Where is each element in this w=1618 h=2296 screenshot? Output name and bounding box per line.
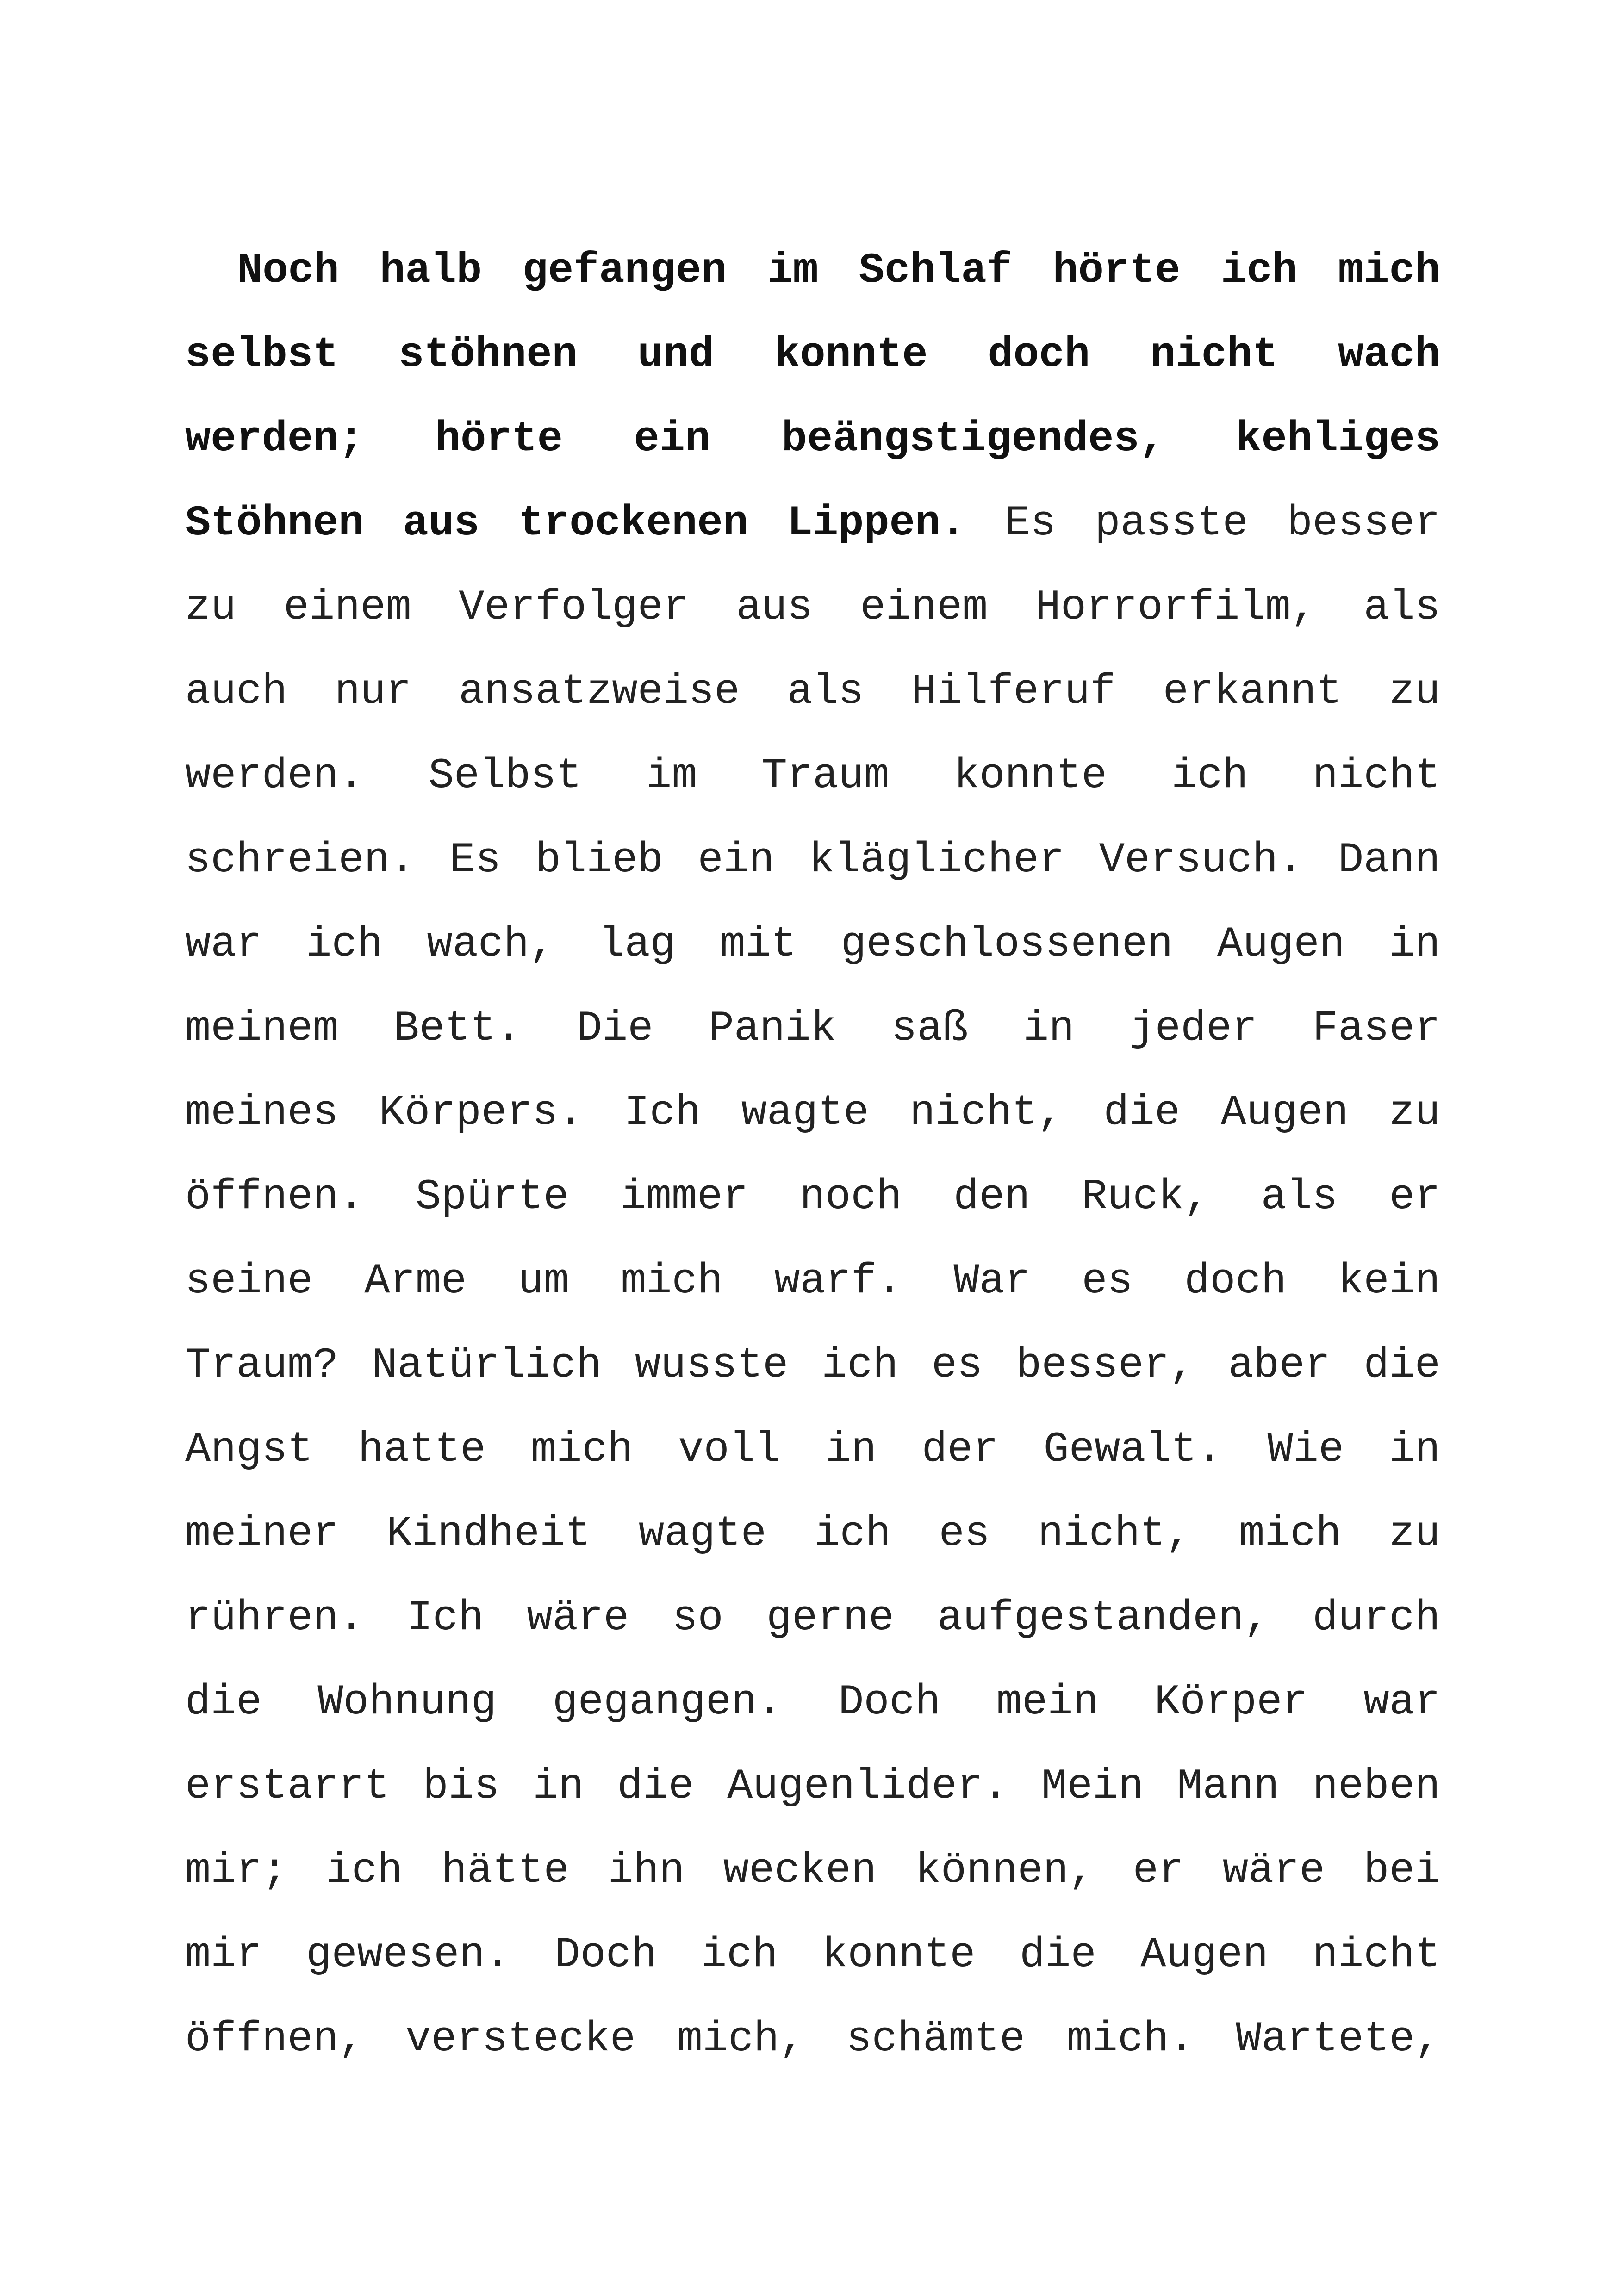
text-word: wusste (635, 1341, 789, 1390)
text-word: blieb (535, 836, 663, 884)
text-word: war (1363, 1678, 1440, 1726)
text-word: aus (736, 583, 813, 632)
text-word: schreien. (185, 836, 415, 884)
text-word: er (1133, 1846, 1184, 1895)
text-word: Stöhnen (185, 499, 364, 547)
text-word: halb (380, 246, 482, 295)
text-word: beängstigendes, (781, 415, 1165, 463)
text-word: Ich (407, 1594, 484, 1642)
text-word: stöhnen (398, 330, 578, 379)
text-word: rühren. (185, 1594, 364, 1642)
text-word: konnte (774, 330, 928, 379)
text-line (185, 1913, 1440, 1997)
text-word: Die (576, 1004, 653, 1053)
text-line (185, 1323, 1440, 1408)
text-word: die (617, 1762, 694, 1811)
text-word: nicht, (1038, 1509, 1191, 1558)
text-word: es (939, 1509, 990, 1558)
text-word: voll (678, 1425, 781, 1474)
text-word: wäre (527, 1594, 629, 1642)
text-word: Arme (364, 1257, 467, 1305)
text-word: er (1389, 1173, 1440, 1221)
text-word: werden. (185, 751, 364, 800)
text-line (185, 1576, 1440, 1660)
text-word: Ich (624, 1088, 701, 1137)
text-word: nur (335, 667, 411, 716)
text-word: gegangen. (552, 1678, 783, 1726)
text-word: öffnen, (185, 2015, 364, 2063)
text-word: besser, (1016, 1341, 1195, 1390)
text-word: wach (1338, 330, 1440, 379)
text-word: meines (185, 1088, 339, 1137)
text-word: Selbst (428, 751, 582, 800)
text-word: doch (988, 330, 1090, 379)
text-word: nicht, (909, 1088, 1063, 1137)
text-word: ihn (608, 1846, 685, 1895)
text-word: bis (423, 1762, 500, 1811)
text-word: war (185, 920, 262, 968)
text-word: kläglicher (809, 836, 1064, 884)
text-word: Traum? (185, 1341, 339, 1390)
text-word: Natürlich (372, 1341, 602, 1390)
text-word: Bett. (393, 1004, 522, 1053)
text-word: öffnen. (185, 1173, 364, 1221)
text-word: Schlaf (859, 246, 1012, 295)
text-word: als (787, 667, 864, 716)
text-word: mich. (1066, 2015, 1195, 2063)
text-word: die (1020, 1930, 1096, 1979)
text-word: es (931, 1341, 983, 1390)
text-word: auch (185, 667, 287, 716)
text-word: ich (1221, 246, 1298, 295)
text-line (185, 313, 1440, 397)
text-word: trockenen (518, 499, 748, 547)
text-word: mich, (677, 2015, 805, 2063)
text-word: doch (1184, 1257, 1287, 1305)
text-word: lag (599, 920, 676, 968)
text-word: mich (1338, 246, 1440, 295)
text-word: Mann (1177, 1762, 1279, 1811)
text-word: jeder (1129, 1004, 1257, 1053)
text-line (185, 1997, 1440, 2081)
text-word: wagte (741, 1088, 869, 1137)
text-word: bei (1363, 1846, 1440, 1895)
text-word: in (1023, 1004, 1075, 1053)
text-word: Faser (1312, 1004, 1440, 1053)
text-word: mir (185, 1930, 262, 1979)
text-word: den (953, 1173, 1030, 1221)
text-word: kehliges (1236, 415, 1440, 463)
body-text (185, 229, 1440, 2081)
text-word: wecken (723, 1846, 877, 1895)
text-line (185, 481, 1440, 565)
text-word: War (953, 1257, 1031, 1305)
text-word: können, (915, 1846, 1095, 1895)
text-word: durch (1312, 1594, 1440, 1642)
text-word: Ruck, (1082, 1173, 1210, 1221)
text-word: passte (1095, 499, 1248, 547)
text-word: Wartete, (1236, 2015, 1440, 2063)
text-word: Panik (708, 1004, 836, 1053)
text-word: und (637, 330, 715, 379)
text-word: besser (1287, 499, 1440, 547)
text-line (185, 1071, 1440, 1155)
text-word: in (1389, 920, 1440, 968)
text-word: ich (821, 1341, 898, 1390)
text-word: Noch (237, 246, 339, 295)
text-word: Körper (1154, 1678, 1308, 1726)
text-word: immer (620, 1173, 748, 1221)
text-word: Mein (1041, 1762, 1144, 1811)
text-word: Spürte (415, 1173, 569, 1221)
text-word: zu (1389, 667, 1440, 716)
text-word: konnte (822, 1930, 976, 1979)
text-word: Hilferuf (911, 667, 1116, 716)
text-word: in (1389, 1425, 1440, 1474)
text-line (185, 397, 1440, 481)
text-word: die (1363, 1341, 1440, 1390)
text-word: Kindheit (386, 1509, 591, 1558)
text-word: gewesen. (306, 1930, 510, 1979)
text-word: Doch (554, 1930, 657, 1979)
text-line (185, 734, 1440, 818)
text-word: hätte (441, 1846, 569, 1895)
text-line (185, 650, 1440, 734)
text-line (185, 1408, 1440, 1492)
text-word: hörte (1052, 246, 1181, 295)
text-word: im (646, 751, 697, 800)
text-line (185, 1660, 1440, 1744)
text-word: schämte (846, 2015, 1025, 2063)
text-word: gefangen (522, 246, 727, 295)
text-word: aufgestanden, (937, 1594, 1270, 1642)
text-line (185, 1492, 1440, 1576)
text-word: nicht (1312, 751, 1440, 800)
text-word: so (672, 1594, 723, 1642)
text-word: im (767, 246, 819, 295)
text-word: Dann (1338, 836, 1440, 884)
text-word: ansatzweise (459, 667, 740, 716)
text-line (185, 818, 1440, 902)
text-word: Augen (1140, 1930, 1269, 1979)
text-word: ein (634, 415, 711, 463)
text-line (185, 1239, 1440, 1323)
text-word: ein (697, 836, 775, 884)
text-word: als (1261, 1173, 1338, 1221)
text-word: einem (283, 583, 411, 632)
text-word: die (1103, 1088, 1181, 1137)
text-word: die (185, 1678, 262, 1726)
text-word: neben (1312, 1762, 1440, 1811)
text-word: gerne (766, 1594, 894, 1642)
text-line (185, 229, 1440, 313)
text-word: Es (1005, 499, 1056, 547)
text-word: ich (1171, 751, 1248, 800)
text-word: Gewalt. (1043, 1425, 1223, 1474)
text-word: nicht (1150, 330, 1278, 379)
text-word: ich (701, 1930, 778, 1979)
text-word: Wie (1267, 1425, 1344, 1474)
text-word: saß (891, 1004, 968, 1053)
text-word: Horrorfilm, (1035, 583, 1316, 632)
text-line (185, 1829, 1440, 1913)
text-word: Es (449, 836, 501, 884)
text-word: selbst (185, 330, 339, 379)
text-word: mir; (185, 1846, 287, 1895)
text-word: noch (799, 1173, 902, 1221)
text-word: Angst (185, 1425, 313, 1474)
text-word: aus (403, 499, 480, 547)
text-word: mit (720, 920, 797, 968)
text-line (185, 987, 1440, 1071)
text-word: wäre (1222, 1846, 1325, 1895)
text-word: werden; (185, 415, 364, 463)
text-word: wach, (427, 920, 555, 968)
text-word: ich (814, 1509, 891, 1558)
text-word: in (533, 1762, 584, 1811)
text-word: mich (1239, 1509, 1342, 1558)
text-word: es (1082, 1257, 1133, 1305)
text-word: hatte (358, 1425, 486, 1474)
text-line (185, 565, 1440, 650)
text-word: nicht (1312, 1930, 1440, 1979)
text-word: verstecke (405, 2015, 636, 2063)
text-word: Augen (1220, 1088, 1349, 1137)
text-word: Wohnung (317, 1678, 497, 1726)
text-word: Versuch. (1099, 836, 1304, 884)
text-word: wagte (638, 1509, 766, 1558)
text-word: zu (1389, 1509, 1440, 1558)
text-word: Verfolger (459, 583, 689, 632)
text-word: seine (185, 1257, 313, 1305)
text-word: in (825, 1425, 877, 1474)
text-word: geschlossenen (840, 920, 1173, 968)
text-word: erkannt (1163, 667, 1342, 716)
text-word: zu (185, 583, 236, 632)
text-word: Augenlider. (727, 1762, 1008, 1811)
text-word: mich (531, 1425, 633, 1474)
text-word: ich (326, 1846, 403, 1895)
text-word: hörte (435, 415, 563, 463)
text-word: konnte (953, 751, 1108, 800)
text-word: meinem (185, 1004, 339, 1053)
text-word: Doch (838, 1678, 941, 1726)
text-word: Augen (1217, 920, 1345, 968)
text-word: zu (1389, 1088, 1440, 1137)
text-word: mich (621, 1257, 723, 1305)
text-word: Traum (761, 751, 890, 800)
text-line (185, 902, 1440, 987)
text-word: erstarrt (185, 1762, 390, 1811)
text-word: warf. (774, 1257, 902, 1305)
text-word: Lippen. (787, 499, 966, 547)
text-word: einem (860, 583, 988, 632)
text-word: ich (306, 920, 383, 968)
text-word: Körpers. (379, 1088, 584, 1137)
text-word: der (921, 1425, 999, 1474)
text-word: um (518, 1257, 569, 1305)
text-word: als (1363, 583, 1440, 632)
text-line (185, 1155, 1440, 1239)
text-line (185, 1744, 1440, 1829)
text-word: kein (1338, 1257, 1440, 1305)
text-word: mein (996, 1678, 1099, 1726)
text-word: aber (1228, 1341, 1331, 1390)
text-word: meiner (185, 1509, 339, 1558)
